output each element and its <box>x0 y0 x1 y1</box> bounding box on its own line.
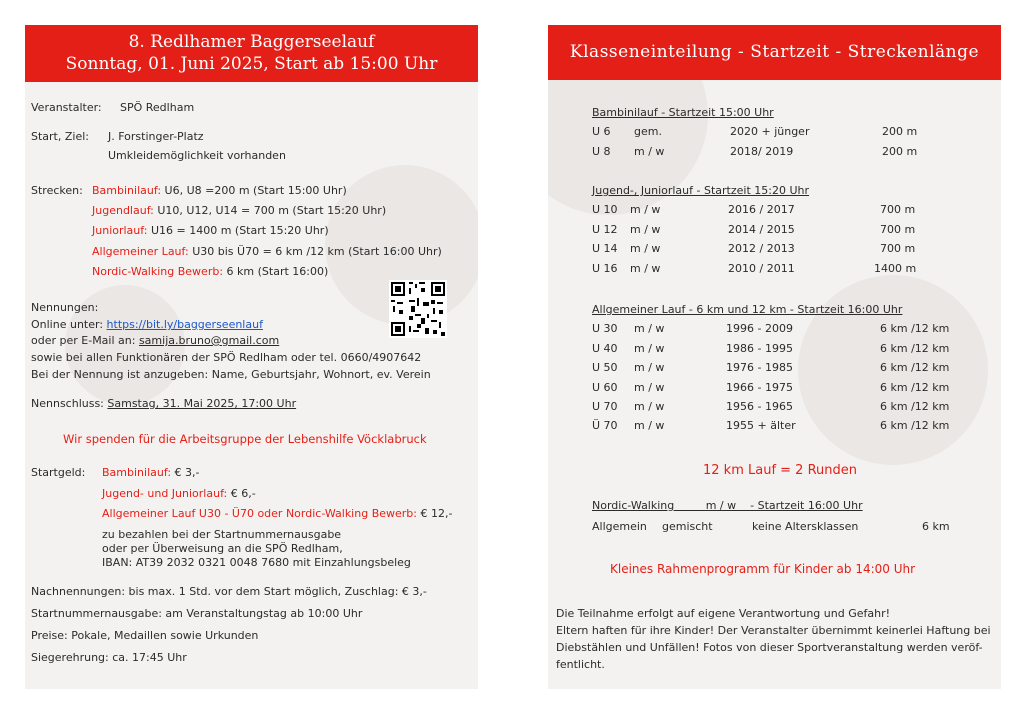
table-row: U 12 m / w 2014 / 2015 700 m <box>592 223 916 236</box>
strecken-item: Jugendlauf: U10, U12, U14 = 700 m (Start 15:20 Uhr) <box>92 204 387 217</box>
qr-code-icon <box>389 280 447 338</box>
disclaimer: Die Teilnahme erfolgt auf eigene Verantwortung und Gefahr! <box>556 607 891 620</box>
registration-link[interactable]: https://bit.ly/baggerseenlauf <box>106 318 263 331</box>
classes-title-banner: Klasseneinteilung - Startzeit - Streckenlänge <box>548 25 1001 80</box>
email-line: oder per E-Mail an: samija.bruno@gmail.com <box>31 334 280 347</box>
payment-info: zu bezahlen bei der Startnummernausgabe <box>102 528 342 541</box>
disclaimer: fentlicht. <box>556 658 605 671</box>
rounds-note: 12 km Lauf = 2 Runden <box>703 463 858 478</box>
strecken-item: Juniorlauf: U16 = 1400 m (Start 15:20 Uhr) <box>92 224 329 237</box>
strecken-item: Allgemeiner Lauf: U30 bis Ü70 = 6 km /12 km (Start 16:00 Uhr) <box>92 245 442 258</box>
table-row: U 30 m / w 1996 - 2009 6 km /12 km <box>592 322 950 335</box>
side-program-note: Kleines Rahmenprogramm für Kinder ab 14:00 Uhr <box>610 562 916 576</box>
table-row: U 40 m / w 1986 - 1995 6 km /12 km <box>592 342 950 355</box>
qr-code-graphic <box>389 280 447 338</box>
disclaimer: Eltern haften für ihre Kinder! Der Veranstalter übernimmt keinerlei Haftung bei <box>556 624 991 637</box>
table-row: U 70 m / w 1956 - 1965 6 km /12 km <box>592 400 950 413</box>
allgemein-header: Allgemeiner Lauf - 6 km und 12 km - Startzeit 16:00 Uhr <box>592 303 903 316</box>
start-value: J. Forstinger-Platz <box>108 130 204 143</box>
table-row: Allgemein gemischt keine Altersklassen 6 km <box>592 520 950 533</box>
payment-info: oder per Überweisung an die SPÖ Redlham, <box>102 542 343 555</box>
start-label: Start, Ziel: <box>31 130 89 143</box>
nennungen-requirements: Bei der Nennung ist anzugeben: Name, Geburtsjahr, Wohnort, ev. Verein <box>31 368 431 381</box>
nordic-header: Nordic-Walking m / w - Startzeit 16:00 Uhr <box>592 499 863 512</box>
start-note: Umkleidemöglichkeit vorhanden <box>108 149 286 162</box>
table-row: U 60 m / w 1966 - 1975 6 km /12 km <box>592 381 950 394</box>
nennschluss-line: Nennschluss: Samstag, 31. Mai 2025, 17:00 Uhr <box>31 397 297 410</box>
table-row: U 50 m / w 1976 - 1985 6 km /12 km <box>592 361 950 374</box>
event-title-banner <box>25 25 478 82</box>
veranstalter-label: Veranstalter: <box>31 101 102 114</box>
nennungen-contact: sowie bei allen Funktionären der SPÖ Redlham oder tel. 0660/4907642 <box>31 351 422 364</box>
startgeld-item: Jugend- und Juniorlauf: € 6,- <box>102 487 256 500</box>
startnummern: Startnummernausgabe: am Veranstaltungstag ab 10:00 Uhr <box>31 607 363 620</box>
event-title: 8. Redlhamer Baggerseelauf <box>128 32 375 52</box>
payment-iban: IBAN: AT39 2032 0321 0048 7680 mit Einzahlungsbeleg <box>102 556 411 569</box>
startgeld-item: Bambinilauf: € 3,- <box>102 466 200 479</box>
table-row: U 10 m / w 2016 / 2017 700 m <box>592 203 916 216</box>
disclaimer: Diebstählen und Unfällen! Fotos von dieser Sportveranstaltung werden veröf- <box>556 641 983 654</box>
strecken-item: Nordic-Walking Bewerb: 6 km (Start 16:00) <box>92 265 329 278</box>
email-address[interactable]: samija.bruno@gmail.com <box>138 334 280 347</box>
bambini-header: Bambinilauf - Startzeit 15:00 Uhr <box>592 106 774 119</box>
table-row: Ü 70 m / w 1955 + älter 6 km /12 km <box>592 419 950 432</box>
table-row: U 6 gem. 2020 + jünger 200 m <box>592 125 918 138</box>
startgeld-item: Allgemeiner Lauf U30 - Ü70 oder Nordic-Walking Bewerb: € 12,- <box>102 507 453 520</box>
table-row: U 14 m / w 2012 / 2013 700 m <box>592 242 916 255</box>
preise: Preise: Pokale, Medaillen sowie Urkunden <box>31 629 259 642</box>
nachnennungen: Nachnennungen: bis max. 1 Std. vor dem Start möglich, Zuschlag: € 3,- <box>31 585 427 598</box>
table-row: U 8 m / w 2018/ 2019 200 m <box>592 145 918 158</box>
event-date: Sonntag, 01. Juni 2025, Start ab 15:00 Uhr <box>65 54 438 74</box>
strecken-label: Strecken: <box>31 184 83 197</box>
siegerehrung: Siegerehrung: ca. 17:45 Uhr <box>31 651 187 664</box>
table-row: U 16 m / w 2010 / 2011 1400 m <box>592 262 917 275</box>
donation-note: Wir spenden für die Arbeitsgruppe der Lebenshilfe Vöcklabruck <box>63 432 427 446</box>
jugend-header: Jugend-, Juniorlauf - Startzeit 15:20 Uhr <box>592 184 810 197</box>
online-line: Online unter: https://bit.ly/baggerseenlauf <box>31 318 263 331</box>
strecken-item: Bambinilauf: U6, U8 =200 m (Start 15:00 Uhr) <box>92 184 347 197</box>
nennungen-label: Nennungen: <box>31 301 99 314</box>
startgeld-label: Startgeld: <box>31 466 86 479</box>
veranstalter-value: SPÖ Redlham <box>120 101 195 114</box>
